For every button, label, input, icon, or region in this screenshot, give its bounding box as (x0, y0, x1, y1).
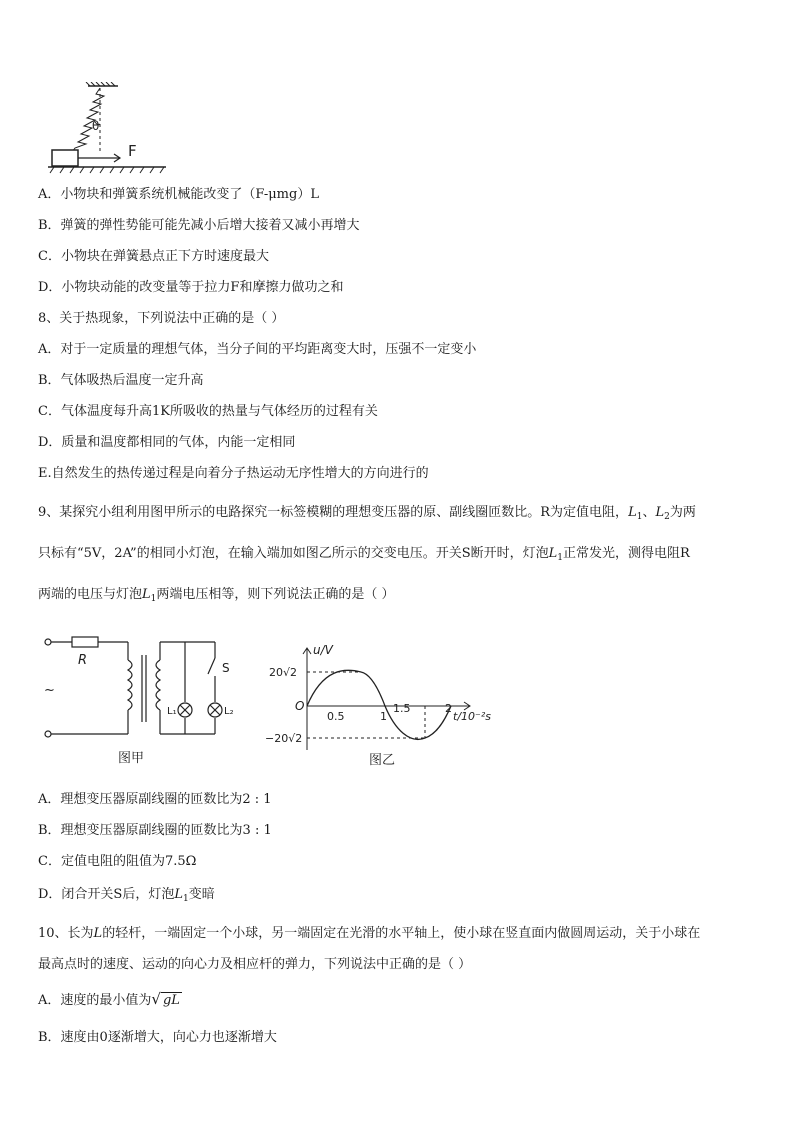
voltage-graph (265, 640, 495, 770)
subscript: 1 (150, 594, 157, 604)
q9-text: 两端的电压与灯泡 (38, 587, 143, 602)
spring-block-figure (48, 82, 178, 174)
theta-label: θ (92, 119, 100, 133)
q9-text: 正常发光，测得电阻R (562, 546, 690, 561)
q9-text: 为两 (669, 505, 696, 520)
ymin-label: −20√2 (265, 732, 303, 745)
q10-text: 10、长为 (38, 926, 94, 941)
y-axis-label: u/V (313, 643, 333, 657)
q10-option-b: B．速度由0逐渐增大，向心力也逐渐增大 (38, 1030, 277, 1045)
subscript: 2 (664, 512, 670, 522)
origin-label: O (295, 699, 305, 713)
lamp-l1-symbol: L (174, 887, 183, 902)
q10-stem-line2: 最高点时的速度、运动的向心力及相应杆的弹力，下列说法中正确的是（ ） (38, 957, 472, 972)
tick-label: 1.5 (393, 702, 411, 715)
circuit-figure (40, 630, 250, 770)
q9-text: 9、某探究小组利用图甲所示的电路探究一标签模糊的理想变压器的原、副线圈匝数比。R为定值电阻， (38, 505, 629, 520)
q10-option-a-text: A．速度的最小值为 (38, 993, 152, 1008)
lamp-l1-symbol: L (548, 546, 558, 561)
ymax-label: 20√2 (269, 666, 298, 679)
subscript: 1 (182, 894, 189, 904)
q9-option-c: C．定值电阻的阻值为7.5Ω (38, 854, 197, 869)
q9-stem-line3 (38, 586, 756, 608)
voltage-graph-figure (265, 640, 495, 770)
force-label: F (128, 142, 137, 160)
sqrt-symbol: √ (151, 990, 161, 1008)
q9-option-d-text: D．闭合开关S后，灯泡 (38, 887, 175, 902)
q9-text: 只标有“5V，2A”的相同小灯泡，在输入端加如图乙所示的交变电压。开关S断开时，灯泡 (38, 546, 549, 561)
resistor-label: R (78, 653, 88, 668)
q8-option-c: C．气体温度每升高1K所吸收的热量与气体经历的过程有关 (38, 404, 378, 419)
ac-source-symbol: ~ (44, 683, 55, 698)
q7-option-d: D．小物块动能的改变量等于拉力F和摩擦力做功之和 (38, 280, 344, 295)
subscript: 1 (636, 512, 643, 522)
tick-label: 1 (380, 710, 387, 723)
q10-option-a (38, 990, 182, 1010)
q9-option-a: A．理想变压器原副线圈的匝数比为2 : 1 (38, 792, 272, 807)
sqrt-radicand: gL (162, 993, 180, 1008)
q8-option-a: A．对于一定质量的理想气体，当分子间的平均距离变大时，压强不一定变小 (38, 342, 477, 357)
q10-text: 的轻杆，一端固定一个小球，另一端固定在光滑的水平轴上，使小球在竖直面内做圆周运动，关于小球在 (102, 926, 701, 941)
lamp-l1-label: L₁ (167, 706, 177, 717)
q9-option-b: B．理想变压器原副线圈的匝数比为3 : 1 (38, 823, 272, 838)
lamp-l2-label: L₂ (224, 706, 234, 717)
subscript: 1 (557, 553, 563, 563)
q9-text: 两端电压相等，则下列说法正确的是（ ） (156, 587, 395, 602)
length-symbol: L (93, 926, 103, 941)
tick-label: 2 (445, 702, 452, 715)
q9-stem-line2 (38, 545, 756, 567)
q8-stem: 8、关于热现象，下列说法中正确的是（ ） (38, 311, 285, 326)
circuit-diagram (40, 630, 250, 770)
q9-option-d-text: 变暗 (188, 887, 215, 902)
switch-label: S (222, 661, 230, 675)
spring-block-diagram (48, 82, 178, 174)
q8-option-b: B．气体吸热后温度一定升高 (38, 373, 204, 388)
separator: 、 (642, 505, 656, 520)
lamp-l2-symbol: L (655, 505, 665, 520)
lamp-l1-symbol: L (628, 505, 637, 520)
q10-stem-line1 (38, 925, 756, 943)
q7-option-a: A．小物块和弹簧系统机械能改变了（F-μmg）L (38, 187, 319, 202)
lamp-l1-symbol: L (142, 587, 151, 602)
q8-option-e: E.自然发生的热传递过程是向着分子热运动无序性增大的方向进行的 (38, 466, 429, 481)
figure-a-caption: 图甲 (118, 751, 145, 766)
q8-option-d: D．质量和温度都相同的气体，内能一定相同 (38, 435, 296, 450)
tick-label: 0.5 (327, 710, 345, 723)
q7-option-c: C．小物块在弹簧悬点正下方时速度最大 (38, 249, 269, 264)
x-axis-label: t/10⁻²s (453, 710, 491, 723)
figure-b-caption: 图乙 (369, 753, 396, 768)
q7-option-b: B．弹簧的弹性势能可能先减小后增大接着又减小再增大 (38, 218, 360, 233)
q9-option-d (38, 886, 215, 908)
q9-stem-line1 (38, 504, 756, 526)
